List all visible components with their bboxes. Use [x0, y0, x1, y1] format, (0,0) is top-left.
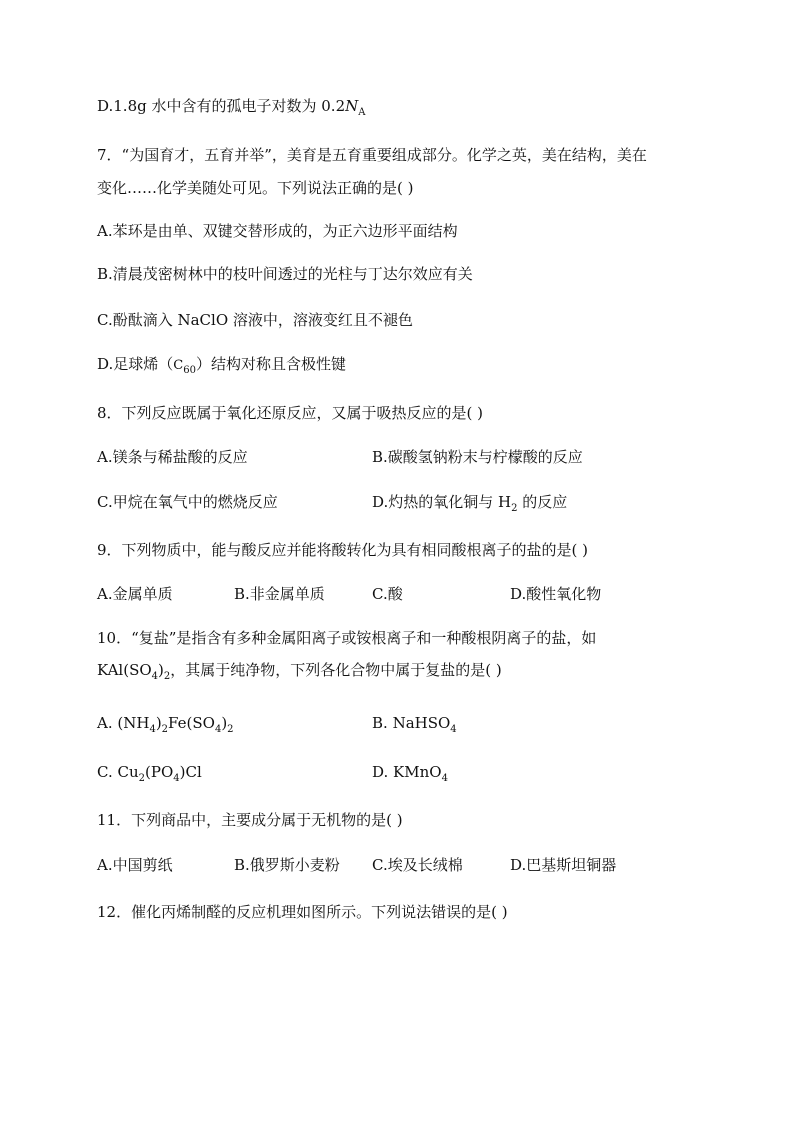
q10-option-a	[97, 713, 234, 733]
q10-c-sub: 4	[173, 773, 180, 784]
q8-option-d-post: 的反应	[517, 493, 568, 511]
q10-a-sub: 2	[227, 724, 234, 735]
q10-a-part: Fe(SO	[168, 714, 215, 732]
q10-option-a-label: A.	[97, 714, 118, 732]
q7-stem-line1: 7．“为国育才，五育并举”，美育是五育重要组成部分。化学之英，美在结构，美在	[97, 146, 647, 164]
q10-kal-sub4: 4	[151, 671, 159, 682]
q10-c-part: Cu	[117, 763, 139, 781]
q10-option-d	[372, 762, 448, 782]
q6-option-d	[97, 96, 365, 116]
q10-a-sub: 2	[161, 724, 169, 735]
q8-option-b: B.碳酸氢钠粉末与柠檬酸的反应	[372, 448, 583, 466]
q10-c-part: )Cl	[179, 763, 202, 781]
q8-option-d	[372, 492, 567, 512]
q8-h2-subscript: 2	[511, 503, 518, 514]
q12-stem: 12．催化丙烯制醛的反应机理如图所示。下列说法错误的是( )	[97, 903, 508, 921]
q10-a-sub: 4	[149, 724, 156, 735]
q10-a-part: )	[221, 714, 228, 732]
q10-stem-line2-text: ，其属于纯净物，下列各化合物中属于复盐的是( )	[170, 661, 502, 679]
avogadro-subscript: A	[358, 107, 366, 118]
q9-option-d: D.酸性氧化物	[510, 585, 602, 603]
q7-c60-subscript: 60	[183, 365, 196, 376]
q10-c-part: (PO	[145, 763, 174, 781]
q6-option-d-text: D.1.8g 水中含有的孤电子对数为 0.2	[97, 97, 346, 115]
q10-stem-line1: 10．“复盐”是指含有多种金属阳离子或铵根离子和一种酸根阴离子的盐，如	[97, 629, 597, 647]
q10-a-part: (NH	[117, 714, 150, 732]
q10-b-sub: 4	[450, 724, 457, 735]
q11-stem: 11．下列商品中，主要成分属于无机物的是( )	[97, 811, 403, 829]
q8-stem: 8．下列反应既属于氧化还原反应，又属于吸热反应的是( )	[97, 404, 484, 422]
q7-option-d-pre: D.足球烯（	[97, 355, 174, 373]
q11-option-c: C.埃及长绒棉	[372, 856, 463, 874]
q7-option-d	[97, 354, 346, 376]
q10-d-part: KMnO	[393, 763, 442, 781]
q7-stem-line2: 变化……化学美随处可见。下列说法正确的是( )	[97, 179, 414, 197]
q10-a-sub: 4	[214, 724, 222, 735]
q9-option-c: C.酸	[372, 585, 403, 603]
q10-c-sub: 2	[138, 773, 145, 784]
q11-option-b: B.俄罗斯小麦粉	[234, 856, 340, 874]
q10-b-part: NaHSO	[392, 714, 451, 732]
avogadro-symbol: N	[345, 97, 359, 115]
q7-option-d-post: ）结构对称且含极性键	[195, 355, 346, 373]
q10-kal-sub2: 2	[163, 671, 171, 682]
q10-a-part: )	[155, 714, 162, 732]
q10-option-b-label: B.	[372, 714, 393, 732]
q8-option-a: A.镁条与稀盐酸的反应	[97, 448, 248, 466]
q10-option-c	[97, 762, 202, 782]
q9-option-a: A.金属单质	[97, 585, 173, 603]
q10-option-b	[372, 713, 457, 733]
q10-d-sub: 4	[441, 773, 448, 784]
q7-option-b: B.清晨茂密树林中的枝叶间透过的光柱与丁达尔效应有关	[97, 265, 473, 283]
q10-option-d-label: D.	[372, 763, 394, 781]
q11-option-d: D.巴基斯坦铜器	[510, 856, 617, 874]
q9-stem: 9．下列物质中，能与酸反应并能将酸转化为具有相同酸根离子的盐的是( )	[97, 541, 589, 559]
q8-option-d-pre: D.灼热的氧化铜与 H	[372, 493, 512, 511]
q10-option-c-label: C.	[97, 763, 118, 781]
q10-kal-formula: KAl(SO	[97, 661, 152, 679]
q8-option-c: C.甲烷在氧气中的燃烧反应	[97, 493, 278, 511]
q7-option-c: C.酚酞滴入 NaClO 溶液中，溶液变红且不褪色	[97, 311, 413, 329]
q9-option-b: B.非金属单质	[234, 585, 325, 603]
q7-c60-symbol: C	[173, 358, 184, 373]
q10-kal-paren: )	[158, 661, 164, 679]
q11-option-a: A.中国剪纸	[97, 856, 173, 874]
q10-stem-line2	[97, 660, 502, 680]
q7-option-a: A.苯环是由单、双键交替形成的，为正六边形平面结构	[97, 222, 458, 240]
